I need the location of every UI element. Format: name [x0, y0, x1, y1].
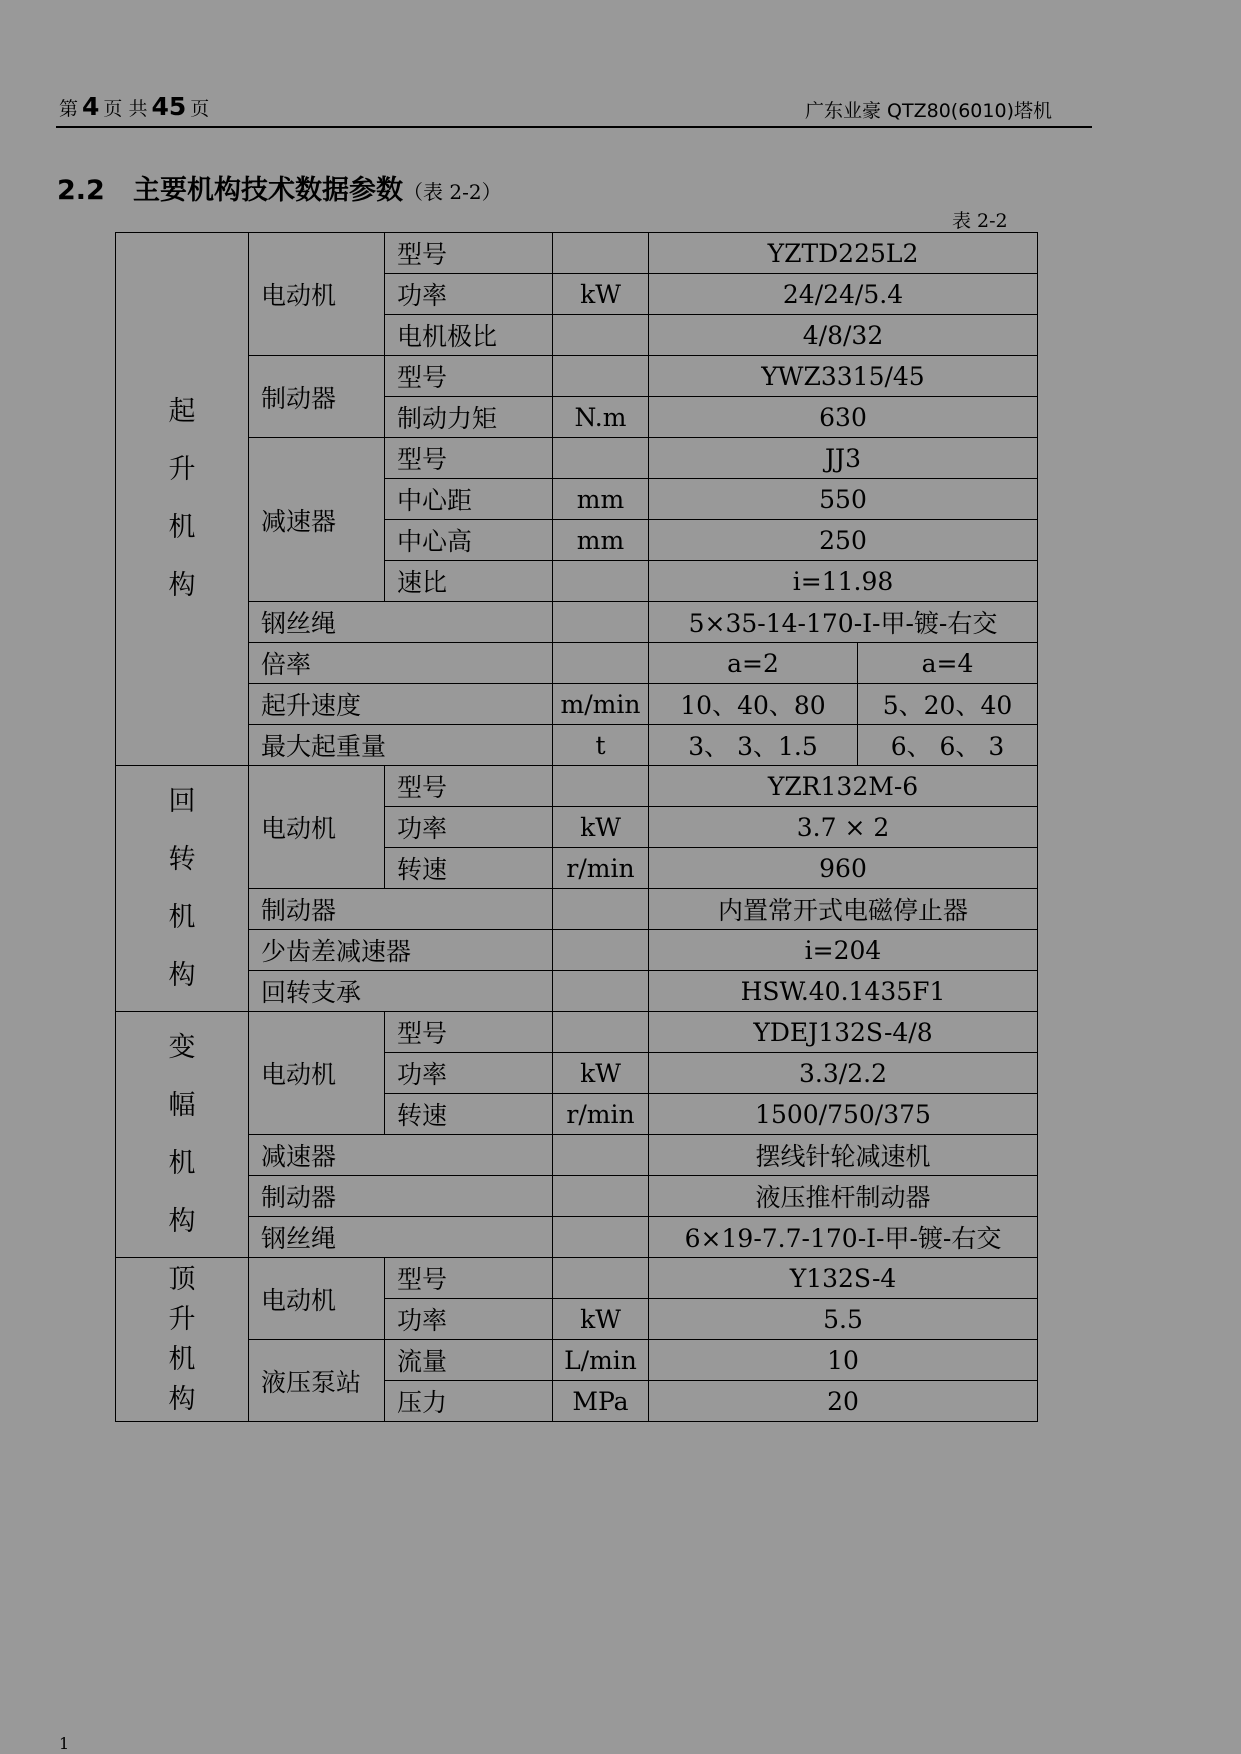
param-label: 压力	[385, 1381, 553, 1422]
unit-cell	[553, 602, 649, 643]
table-row	[116, 766, 1038, 807]
value-cell: JJ3	[649, 438, 1038, 479]
table-row	[116, 1340, 1038, 1381]
unit-cell	[553, 356, 649, 397]
component-label: 制动器	[249, 356, 385, 438]
param-label: 回转支承	[249, 971, 553, 1012]
current-page-number: 4	[82, 92, 100, 121]
value-cell: 960	[649, 848, 1038, 889]
value-cell: 20	[649, 1381, 1038, 1422]
param-label: 功率	[385, 1299, 553, 1340]
document-title: 广东业豪 QTZ80(6010)塔机	[805, 100, 1052, 122]
table-row	[116, 971, 1038, 1012]
value-cell: 10	[649, 1340, 1038, 1381]
value-cell: HSW.40.1435F1	[649, 971, 1038, 1012]
table-row	[116, 1217, 1038, 1258]
page-counter	[59, 92, 209, 121]
section-number: 2.2	[57, 175, 105, 206]
value-cell: 6、 6、 3	[858, 725, 1038, 766]
unit-cell: m/min	[553, 684, 649, 725]
group-slewing: 回 转 机 构	[116, 766, 249, 1012]
table-row	[116, 643, 1038, 684]
group-luffing: 变 幅 机 构	[116, 1012, 249, 1258]
total-pages-number: 45	[151, 92, 187, 121]
param-label: 中心高	[385, 520, 553, 561]
value-cell: 内置常开式电磁停止器	[649, 889, 1038, 930]
table-label: 表 2-2	[952, 210, 1008, 232]
group-climbing: 顶 升 机 构	[116, 1258, 249, 1422]
param-label: 功率	[385, 274, 553, 315]
value-cell: 液压推杆制动器	[649, 1176, 1038, 1217]
unit-cell: kW	[553, 274, 649, 315]
unit-cell	[553, 438, 649, 479]
unit-cell	[553, 930, 649, 971]
param-label: 倍率	[249, 643, 553, 684]
unit-cell	[553, 1012, 649, 1053]
unit-cell	[553, 1135, 649, 1176]
value-cell: 630	[649, 397, 1038, 438]
param-label: 功率	[385, 807, 553, 848]
value-cell: YDEJ132S-4/8	[649, 1012, 1038, 1053]
unit-cell	[553, 1258, 649, 1299]
value-cell: YWZ3315/45	[649, 356, 1038, 397]
unit-cell	[553, 643, 649, 684]
section-note: （表 2-2）	[403, 180, 502, 204]
param-label: 减速器	[249, 1135, 553, 1176]
unit-cell: mm	[553, 479, 649, 520]
group-hoist: 起 升 机 构	[116, 233, 249, 766]
value-cell: 10、40、80	[649, 684, 858, 725]
unit-cell	[553, 315, 649, 356]
component-label: 电动机	[249, 1012, 385, 1135]
param-label: 少齿差减速器	[249, 930, 553, 971]
table-row	[116, 602, 1038, 643]
param-label: 型号	[385, 766, 553, 807]
value-cell: 4/8/32	[649, 315, 1038, 356]
value-cell: 3.3/2.2	[649, 1053, 1038, 1094]
table-row	[116, 1135, 1038, 1176]
param-label: 转速	[385, 848, 553, 889]
unit-cell	[553, 971, 649, 1012]
value-cell: 5×35-14-170-I-甲-镀-右交	[649, 602, 1038, 643]
value-cell: 3、 3、1.5	[649, 725, 858, 766]
page-prefix: 第	[59, 98, 79, 120]
value-cell: YZTD225L2	[649, 233, 1038, 274]
table-row	[116, 1258, 1038, 1299]
table-row	[116, 1012, 1038, 1053]
param-label: 钢丝绳	[249, 1217, 553, 1258]
param-label: 功率	[385, 1053, 553, 1094]
param-label: 制动力矩	[385, 397, 553, 438]
param-label: 制动器	[249, 1176, 553, 1217]
unit-cell: MPa	[553, 1381, 649, 1422]
component-label: 电动机	[249, 766, 385, 889]
param-label: 钢丝绳	[249, 602, 553, 643]
unit-cell: N.m	[553, 397, 649, 438]
page-middle-text: 页 共	[103, 98, 148, 120]
value-cell: a=4	[858, 643, 1038, 684]
section-title: 主要机构技术数据参数	[133, 175, 404, 206]
page-suffix: 页	[190, 98, 210, 120]
value-cell: 6×19-7.7-170-I-甲-镀-右交	[649, 1217, 1038, 1258]
value-cell: i=204	[649, 930, 1038, 971]
unit-cell: t	[553, 725, 649, 766]
component-label: 液压泵站	[249, 1340, 385, 1422]
value-cell: 1500/750/375	[649, 1094, 1038, 1135]
table-row	[116, 233, 1038, 274]
unit-cell	[553, 766, 649, 807]
spec-table	[115, 232, 1038, 1422]
unit-cell: mm	[553, 520, 649, 561]
table-row	[116, 356, 1038, 397]
unit-cell	[553, 561, 649, 602]
unit-cell: r/min	[553, 848, 649, 889]
table-row	[116, 889, 1038, 930]
component-label: 电动机	[249, 233, 385, 356]
value-cell: 摆线针轮减速机	[649, 1135, 1038, 1176]
value-cell: 250	[649, 520, 1038, 561]
unit-cell: kW	[553, 1299, 649, 1340]
table-row	[116, 930, 1038, 971]
unit-cell: kW	[553, 1053, 649, 1094]
table-row	[116, 1176, 1038, 1217]
value-cell: 24/24/5.4	[649, 274, 1038, 315]
param-label: 型号	[385, 1012, 553, 1053]
param-label: 型号	[385, 438, 553, 479]
unit-cell	[553, 889, 649, 930]
unit-cell	[553, 1176, 649, 1217]
param-label: 流量	[385, 1340, 553, 1381]
param-label: 中心距	[385, 479, 553, 520]
value-cell: 5、20、40	[858, 684, 1038, 725]
component-label: 电动机	[249, 1258, 385, 1340]
param-label: 速比	[385, 561, 553, 602]
param-label: 型号	[385, 356, 553, 397]
value-cell: 3.7 × 2	[649, 807, 1038, 848]
unit-cell	[553, 1217, 649, 1258]
param-label: 起升速度	[249, 684, 553, 725]
unit-cell: L/min	[553, 1340, 649, 1381]
param-label: 转速	[385, 1094, 553, 1135]
param-label: 型号	[385, 233, 553, 274]
value-cell: 5.5	[649, 1299, 1038, 1340]
value-cell: i=11.98	[649, 561, 1038, 602]
section-heading	[57, 168, 502, 207]
param-label: 电机极比	[385, 315, 553, 356]
component-label: 减速器	[249, 438, 385, 602]
unit-cell: kW	[553, 807, 649, 848]
table-row	[116, 684, 1038, 725]
value-cell: 550	[649, 479, 1038, 520]
table-row	[116, 725, 1038, 766]
value-cell: YZR132M-6	[649, 766, 1038, 807]
param-label: 型号	[385, 1258, 553, 1299]
table-row	[116, 438, 1038, 479]
unit-cell: r/min	[553, 1094, 649, 1135]
param-label: 最大起重量	[249, 725, 553, 766]
value-cell: a=2	[649, 643, 858, 684]
param-label: 制动器	[249, 889, 553, 930]
footer-number: 1	[59, 1734, 70, 1753]
value-cell: Y132S-4	[649, 1258, 1038, 1299]
unit-cell	[553, 233, 649, 274]
page-header	[56, 90, 1092, 128]
